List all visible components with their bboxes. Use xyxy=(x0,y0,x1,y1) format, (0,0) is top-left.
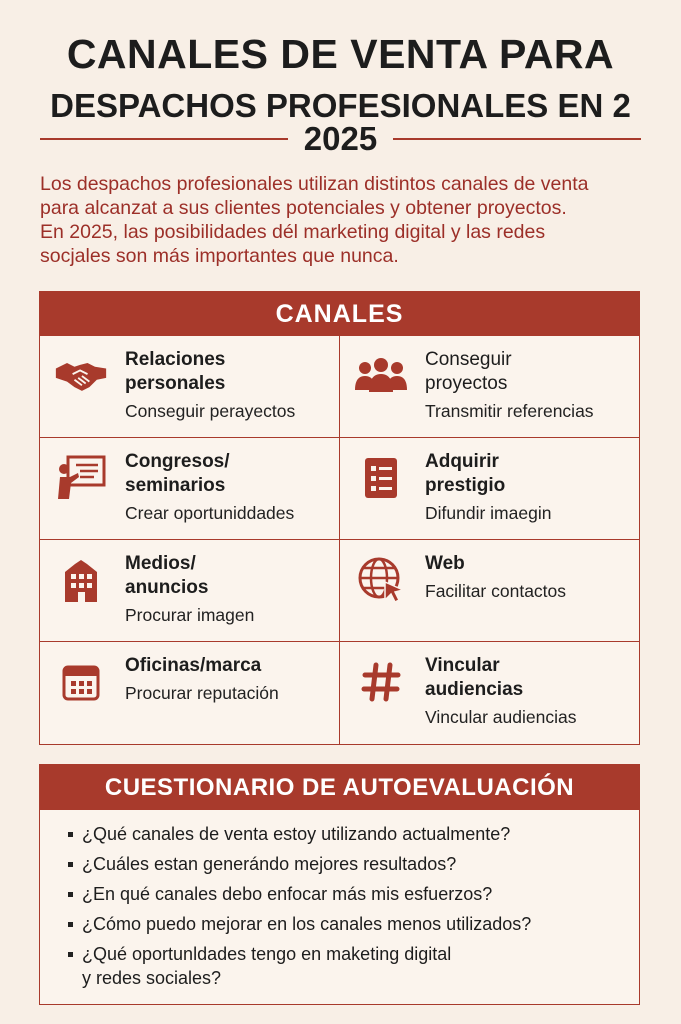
globe-cursor-icon xyxy=(354,558,408,602)
channel-title: prestigio xyxy=(425,475,506,496)
handshake-icon xyxy=(54,354,108,398)
channel-title: audiencias xyxy=(425,679,524,700)
channels-card xyxy=(39,291,640,745)
channel-oficinas-marca xyxy=(40,642,340,744)
building-icon xyxy=(54,558,108,602)
list-document-icon xyxy=(354,456,408,500)
intro-line: En 2025, las posibilidades dél marketing digital y las redes xyxy=(40,221,546,243)
quiz-question-line: ¿Qué oportunldades tengo en maketing digital xyxy=(82,944,452,964)
quiz-question: ¿Cuáles estan generándo mejores resultados? xyxy=(68,852,639,876)
channel-vincular-audiencias xyxy=(340,642,639,744)
channel-subtitle: Difundir imaegin xyxy=(425,503,552,523)
channel-subtitle: Facilitar contactos xyxy=(425,581,567,601)
channel-title: Relaciones xyxy=(125,349,226,370)
channel-title: anuncios xyxy=(125,577,209,598)
channel-subtitle: Crear oportuniddades xyxy=(125,503,295,523)
quiz-question: ¿Cómo puedo mejorar en los canales menos utilizados? xyxy=(68,912,639,936)
quiz-question: ¿Qué canales de venta estoy utilizando actualmente? xyxy=(68,822,639,846)
channel-adquirir-prestigio xyxy=(340,438,639,540)
presentation-icon xyxy=(54,456,108,500)
channel-title: Conseguir xyxy=(425,349,512,370)
channels-header: CANALES xyxy=(40,292,639,336)
page-title-line1: CANALES DE VENTA PARA xyxy=(66,31,615,77)
channel-title: Adquirir xyxy=(425,451,499,472)
channel-web xyxy=(340,540,639,642)
channel-medios-anuncios xyxy=(40,540,340,642)
channel-title: seminarios xyxy=(125,475,226,496)
intro-line: socjales son más importantes que nunca. xyxy=(40,245,399,267)
page-title-line2: DESPACHOS PROFESIONALES EN 2 xyxy=(50,87,631,124)
channel-congresos-seminarios xyxy=(40,438,340,540)
quiz-question xyxy=(68,942,639,990)
intro-line: Los despachos profesionales utilizan distintos canales de venta xyxy=(40,173,589,195)
channel-title: Web xyxy=(425,553,465,574)
channel-subtitle: Vincular audiencias xyxy=(425,707,577,727)
divider-right xyxy=(393,138,641,140)
channel-conseguir-proyectos xyxy=(340,336,639,438)
people-icon xyxy=(354,354,408,398)
hashtag-icon xyxy=(354,660,408,704)
quiz-card xyxy=(39,764,640,1005)
intro-paragraph xyxy=(40,172,646,268)
divider-left xyxy=(40,138,288,140)
quiz-list xyxy=(40,810,639,990)
channel-title: Vincular xyxy=(425,655,500,676)
channel-title: Medios/ xyxy=(125,553,196,574)
quiz-question-line: y redes sociales? xyxy=(82,968,222,988)
channel-subtitle: Procurar reputación xyxy=(125,683,279,703)
channel-title: Congresos/ xyxy=(125,451,230,472)
calendar-icon xyxy=(54,660,108,704)
quiz-header: CUESTIONARIO DE AUTOEVALUACIÓN xyxy=(40,765,639,810)
channel-subtitle: Transmitir referencias xyxy=(425,401,594,421)
page-title-year: 2025 xyxy=(303,120,378,157)
channel-subtitle: Procurar imagen xyxy=(125,605,255,625)
channel-title: proyectos xyxy=(425,373,508,394)
channel-relaciones-personales xyxy=(40,336,340,438)
channel-title: personales xyxy=(125,373,226,394)
channel-title: Oficinas/marca xyxy=(125,655,262,676)
year-row xyxy=(40,117,641,161)
intro-line: para alcanzat a sus clientes potenciales y obtener proyectos. xyxy=(40,197,567,219)
quiz-question: ¿En qué canales debo enfocar más mis esfuerzos? xyxy=(68,882,639,906)
channel-subtitle: Conseguir perayectos xyxy=(125,401,296,421)
channels-grid xyxy=(40,336,639,744)
